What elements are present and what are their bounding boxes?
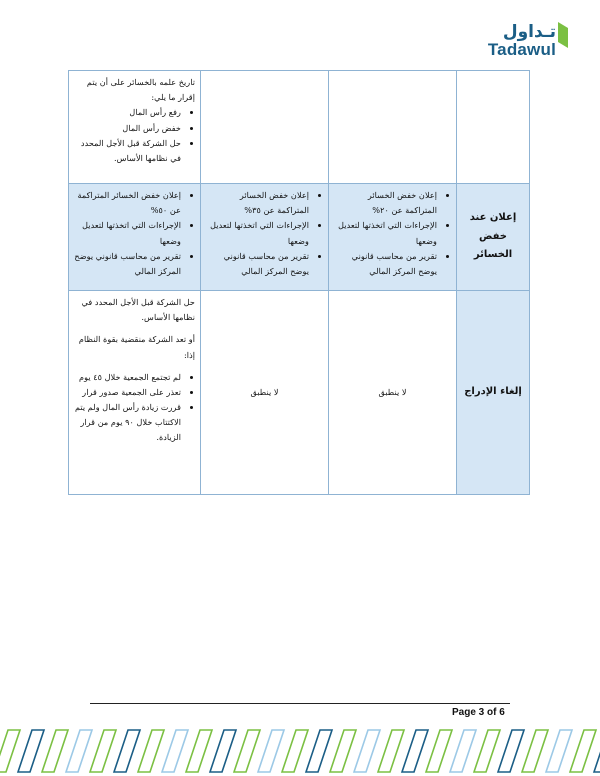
row1-col1-cell bbox=[69, 71, 201, 184]
row3-col1-cell bbox=[69, 291, 201, 495]
stripe-shape bbox=[450, 730, 476, 772]
row2-col3-cell bbox=[329, 184, 457, 291]
stripe-shape bbox=[522, 730, 548, 772]
list-item: • حل الشركة قبل الأجل المحدد في نظامها الأساس. bbox=[74, 136, 181, 166]
stripe-shape bbox=[66, 730, 92, 772]
row3-para2: أو تعد الشركة منقضية بقوة النظام إذا: bbox=[78, 334, 195, 360]
row2-heading: إعلان عند خفض الخسائر bbox=[457, 184, 530, 291]
list-item: • الإجراءات التي اتخذتها لتعديل وضعها bbox=[334, 218, 437, 248]
list-item: • الإجراءات التي اتخذتها لتعديل وضعها bbox=[206, 218, 309, 248]
list-item: • تقرير من محاسب قانوني يوضح المركز المالي bbox=[206, 249, 309, 279]
list-item: • إعلان خفض الخسائر المتراكمة عن ٢٠% bbox=[334, 188, 437, 218]
stripe-shape bbox=[162, 730, 188, 772]
row3-list bbox=[74, 370, 195, 446]
list-item: • تقرير من محاسب قانوني يوضح المركز المالي bbox=[74, 249, 181, 279]
row2-col2-cell bbox=[201, 184, 329, 291]
row3-col3-cell: لا ينطبق bbox=[329, 291, 457, 495]
logo-mark-icon bbox=[556, 20, 570, 50]
stripe-shape bbox=[234, 730, 260, 772]
list-item: • رفع رأس المال bbox=[74, 105, 181, 120]
stripe-shape bbox=[210, 730, 236, 772]
row1-col2-cell bbox=[201, 71, 329, 184]
stripe-shape bbox=[186, 730, 212, 772]
row1-col3-cell bbox=[329, 71, 457, 184]
stripe-shape bbox=[594, 730, 600, 772]
footer-divider bbox=[90, 703, 510, 704]
row2-col1-cell bbox=[69, 184, 201, 291]
table-row bbox=[69, 291, 530, 495]
list-item: • تقرير من محاسب قانوني يوضح المركز المالي bbox=[334, 249, 437, 279]
stripe-shape bbox=[18, 730, 44, 772]
row1-intro: تاريخ علمه بالخسائر على أن يتم bbox=[86, 77, 195, 87]
row3-col2-cell: لا ينطبق bbox=[201, 291, 329, 495]
list-item: • لم تجتمع الجمعية خلال ٤٥ يوم bbox=[74, 370, 181, 385]
stripe-shape bbox=[114, 730, 140, 772]
stripe-shape bbox=[426, 730, 452, 772]
stripe-shape bbox=[138, 730, 164, 772]
list-item: • الإجراءات التي اتخذتها لتعديل وضعها bbox=[74, 218, 181, 248]
page-number: Page 3 of 6 bbox=[452, 707, 505, 718]
row2-col1-list bbox=[74, 188, 195, 279]
list-item: • إعلان خفض الخسائر المتراكمة عن ٣٥% bbox=[206, 188, 309, 218]
disclosure-table bbox=[68, 70, 530, 495]
row2-col2-list bbox=[206, 188, 323, 279]
stripe-shape bbox=[42, 730, 68, 772]
stripe-shape bbox=[570, 730, 596, 772]
stripe-shape bbox=[330, 730, 356, 772]
stripe-shape bbox=[258, 730, 284, 772]
row1-intro2: إقرار ما يلي: bbox=[151, 92, 195, 103]
stripe-shape bbox=[546, 730, 572, 772]
stripe-shape bbox=[402, 730, 428, 772]
row3-para1: حل الشركة قبل الأجل المحدد في نظامها الأساس. bbox=[81, 297, 195, 323]
decorative-stripe-pattern bbox=[0, 722, 600, 776]
row1-list bbox=[74, 105, 195, 166]
stripe-shape bbox=[354, 730, 380, 772]
list-item: • قررت زيادة رأس المال ولم يتم الاكتتاب خلال ٩٠ يوم من قرار الزيادة. bbox=[74, 400, 181, 446]
stripe-shape bbox=[498, 730, 524, 772]
row2-col3-list bbox=[334, 188, 451, 279]
stripe-shape bbox=[90, 730, 116, 772]
stripe-shape bbox=[378, 730, 404, 772]
row1-heading-cell bbox=[457, 71, 530, 184]
stripe-shape bbox=[474, 730, 500, 772]
list-item: • خفض رأس المال bbox=[74, 121, 181, 136]
logo-arabic-text: تـداول bbox=[502, 22, 556, 42]
row3-heading: إلغاء الإدراج bbox=[457, 291, 530, 495]
stripe-shape bbox=[0, 730, 20, 772]
list-item: • تعذر على الجمعية صدور قرار bbox=[74, 385, 181, 400]
stripe-shape bbox=[282, 730, 308, 772]
stripe-shape bbox=[306, 730, 332, 772]
logo-english-text: Tadawul bbox=[487, 40, 556, 59]
table-row bbox=[69, 184, 530, 291]
list-item: • إعلان خفض الخسائر المتراكمة عن ٥٠% bbox=[74, 188, 181, 218]
table-row bbox=[69, 71, 530, 184]
